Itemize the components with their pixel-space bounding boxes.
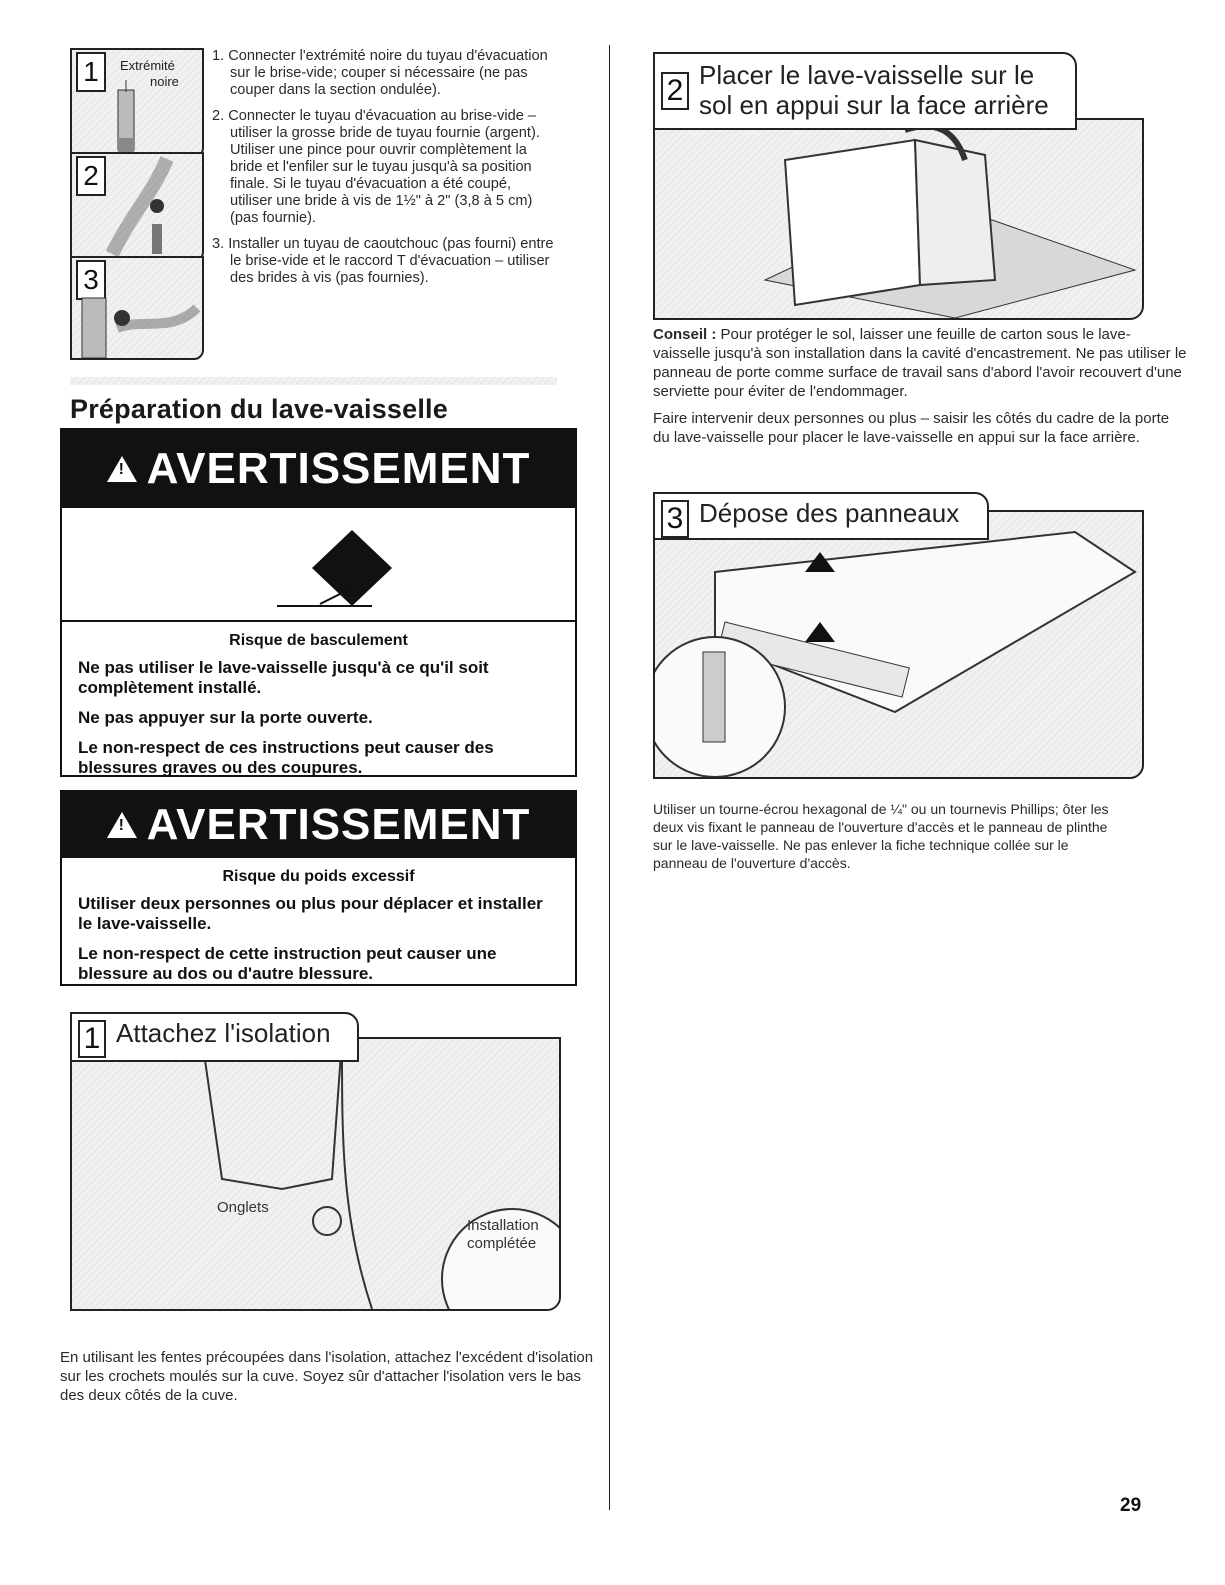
- warning-line-1: Utiliser deux personnes ou plus pour déplacer et installer le lave-vaisselle.: [78, 894, 543, 933]
- section-separator: [70, 377, 557, 385]
- drain-hose-end-illustration: [72, 50, 202, 156]
- drain-figure-2: [70, 152, 204, 262]
- drain-step-2: 2. Connecter le tuyau d'évacuation au brise-vide – utiliser la grosse bride de tuyau fournie (argent). Utiliser une pince pour ouvrir complètement la bride et l'enfiler sur le tuyau jusqu'à sa position finale. Si le tuyau d'évacuation a été coupé, utiliser une bride à vis de 1½" à 2" (3,8 à 5 cm) (pas fournie).: [212, 108, 540, 226]
- step-2-paragraph: Faire intervenir deux personnes ou plus – saisir les côtés du cadre de la porte du lave-vaisselle pour placer le lave-vaisselle en appui sur la face arrière.: [653, 410, 1170, 446]
- step-title: [699, 60, 1049, 120]
- tip-paragraph: [653, 325, 1188, 401]
- warning-triangle-icon: [107, 456, 137, 482]
- warning-title: Risque du poids excessif: [222, 868, 415, 885]
- hose-clamp-illustration: [72, 154, 202, 260]
- step-2-title-tab: [653, 52, 1077, 130]
- dishwasher-on-back-illustration: [655, 120, 1142, 318]
- label-line-1: Extrémité: [120, 58, 175, 73]
- step-title: Attachez l'isolation: [116, 1018, 331, 1048]
- drain-figure-3: [70, 256, 204, 360]
- step-title-line-1: Placer le lave-vaisselle sur le: [699, 60, 1035, 90]
- warning-line-1: Ne pas utiliser le lave-vaisselle jusqu'à ce qu'il soit complètement installé.: [78, 658, 489, 697]
- step-number: 2: [661, 72, 689, 110]
- warning-line-3: Le non-respect de ces instructions peut causer des blessures graves ou des coupures.: [78, 738, 494, 777]
- drain-figure-1: [70, 48, 204, 158]
- warning-line-2: Le non-respect de cette instruction peut causer une blessure au dos ou d'autre blessure.: [78, 944, 497, 983]
- column-divider: [609, 45, 610, 1510]
- step-3-illustration: [653, 510, 1144, 779]
- warning-header: [62, 792, 575, 858]
- figure-number: 2: [76, 156, 106, 196]
- step-number: 3: [661, 500, 689, 538]
- label-line-2: noire: [150, 74, 179, 89]
- step-1-title-tab: [70, 1012, 359, 1062]
- step-1-text: En utilisant les fentes précoupées dans l'isolation, attachez l'excédent d'isolation sur les crochets moulés sur la cuve. Soyez sûr d'attacher l'isolation vers le bas des deux côtés de la cuve.: [60, 1349, 594, 1404]
- figure-number: 1: [76, 52, 106, 92]
- step-2-illustration: [653, 118, 1144, 320]
- step-title-line-2: sol en appui sur la face arrière: [699, 90, 1049, 120]
- tip-text: Pour protéger le sol, laisser une feuille de carton sous le lave-vaisselle jusqu'à son installation dans la cavité d'encastrement. Ne pas utiliser le panneau de porte comme surface de travail sans d'abord l'avoir recouvert d'une serviette pour éviter de l'endommager.: [653, 326, 1187, 400]
- tipping-pictogram: [62, 508, 575, 622]
- tipping-hazard-icon: [62, 508, 575, 620]
- step-2-text: [653, 325, 1188, 455]
- warning-header-text: AVERTISSEMENT: [146, 800, 531, 849]
- step-number: 1: [78, 1020, 106, 1058]
- page-number: 29: [1120, 1495, 1142, 1516]
- completed-label-line-1: Installation: [467, 1217, 539, 1234]
- figure-number: 3: [76, 260, 106, 300]
- drain-instructions: [212, 48, 557, 296]
- air-gap-connection-illustration: [72, 258, 202, 358]
- drain-step-1: 1. Connecter l'extrémité noire du tuyau d'évacuation sur le brise-vide; couper si nécessaire (ne pas couper dans la section ondulée).: [212, 48, 548, 98]
- warning-header: [62, 430, 575, 508]
- insulation-illustration: [72, 1039, 559, 1309]
- step-title: Dépose des panneaux: [699, 498, 960, 528]
- step-3-text: Utiliser un tourne-écrou hexagonal de ¼" ou un tournevis Phillips; ôter les deux vis fixant le panneau de l'ouverture d'accès et le panneau de plinthe sur le lave-vaisselle. Ne pas enlever la fiche technique collée sur le panneau de l'ouverture d'accès.: [653, 801, 1109, 871]
- step-3-title-tab: [653, 492, 989, 540]
- warning-header-text: AVERTISSEMENT: [146, 444, 531, 493]
- warning-box-weight: [60, 790, 577, 986]
- warning-box-tipping: [60, 428, 577, 777]
- panel-removal-illustration: [655, 512, 1142, 777]
- step-1-illustration: [70, 1037, 561, 1311]
- completed-label: [467, 1217, 539, 1253]
- warning-triangle-icon: [107, 812, 137, 838]
- warning-line-2: Ne pas appuyer sur la porte ouverte.: [78, 708, 373, 727]
- tip-label: Conseil :: [653, 326, 717, 343]
- drain-step-3: 3. Installer un tuyau de caoutchouc (pas fourni) entre le brise-vide et le raccord T d'évacuation – utiliser des brides à vis (pas fournies).: [212, 236, 554, 286]
- warning-title: Risque de basculement: [229, 632, 408, 649]
- completed-label-line-2: complétée: [467, 1235, 537, 1252]
- tabs-label: Onglets: [217, 1199, 269, 1216]
- section-title: Préparation du lave-vaisselle: [70, 394, 448, 424]
